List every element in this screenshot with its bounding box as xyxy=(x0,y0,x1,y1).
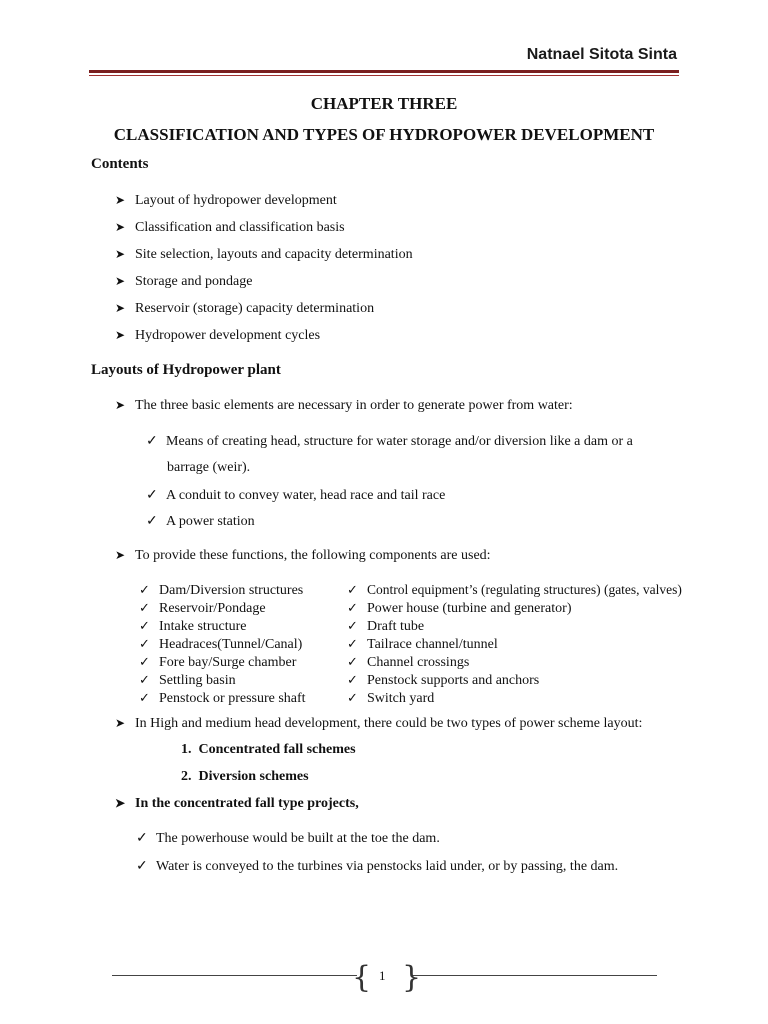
list-item xyxy=(136,830,440,847)
check-icon: ✓ xyxy=(347,654,358,669)
concentrated-point: The powerhouse would be built at the toe the dam. xyxy=(156,831,440,846)
element-text: Means of creating head, structure for water storage and/or diversion like a dam or a xyxy=(166,434,633,449)
contents-item: Storage and pondage xyxy=(135,274,253,289)
layouts-heading: Layouts of Hydropower plant xyxy=(91,362,281,378)
list-item xyxy=(139,690,306,707)
contents-item: Site selection, layouts and capacity determination xyxy=(135,247,413,262)
list-item xyxy=(115,328,320,344)
check-icon: ✓ xyxy=(139,690,150,705)
check-icon: ✓ xyxy=(146,514,158,529)
check-icon: ✓ xyxy=(347,636,358,651)
list-item xyxy=(139,600,266,617)
list-item xyxy=(347,600,571,617)
contents-heading: Contents xyxy=(91,156,149,172)
list-item xyxy=(115,548,491,564)
arrow-bullet-icon: ➤ xyxy=(115,220,126,234)
header-rule-thin xyxy=(89,75,679,76)
list-item xyxy=(115,247,413,263)
list-item xyxy=(347,654,469,671)
check-icon: ✓ xyxy=(146,434,158,449)
right-brace-icon: } xyxy=(402,960,422,995)
list-item xyxy=(146,513,255,530)
check-icon: ✓ xyxy=(139,618,150,633)
footer-rule-right xyxy=(412,975,657,976)
arrow-bullet-icon: ➤ xyxy=(115,328,126,342)
contents-item: Hydropower development cycles xyxy=(135,328,321,343)
scheme-item: 2. Diversion schemes xyxy=(181,769,309,784)
list-item xyxy=(115,193,337,209)
element-text: A conduit to convey water, head race and tail race xyxy=(166,488,446,503)
arrow-bullet-icon: ➤ xyxy=(115,796,126,810)
list-item xyxy=(146,487,445,504)
left-brace-icon: { xyxy=(352,960,372,995)
component-right: Control equipment’s (regulating structures) (gates, valves) xyxy=(367,582,682,597)
header-rule-thick xyxy=(89,70,679,73)
scheme-item: 1. Concentrated fall schemes xyxy=(181,742,356,757)
arrow-bullet-icon: ➤ xyxy=(115,301,126,315)
footer-rule-left xyxy=(112,975,357,976)
check-icon: ✓ xyxy=(347,618,358,633)
list-item xyxy=(139,636,302,653)
component-right: Penstock supports and anchors xyxy=(367,673,540,688)
contents-item: Reservoir (storage) capacity determination xyxy=(135,301,375,316)
component-left: Dam/Diversion structures xyxy=(159,583,304,598)
component-left: Settling basin xyxy=(159,673,236,688)
arrow-bullet-icon: ➤ xyxy=(115,247,126,261)
contents-item: Classification and classification basis xyxy=(135,220,345,235)
arrow-bullet-icon: ➤ xyxy=(115,193,126,207)
list-item xyxy=(115,301,374,317)
list-item xyxy=(347,582,682,598)
components-intro: To provide these functions, the following components are used: xyxy=(135,548,491,563)
check-icon: ✓ xyxy=(347,690,358,705)
check-icon: ✓ xyxy=(139,600,150,615)
arrow-bullet-icon: ➤ xyxy=(115,274,126,288)
page-number: 1 xyxy=(379,968,386,983)
component-right: Channel crossings xyxy=(367,655,470,670)
arrow-bullet-icon: ➤ xyxy=(115,398,126,412)
check-icon: ✓ xyxy=(139,654,150,669)
header-author: Natnael Sitota Sinta xyxy=(526,46,677,63)
chapter-title: CHAPTER THREE xyxy=(310,94,458,113)
list-item xyxy=(347,690,434,707)
component-left: Fore bay/Surge chamber xyxy=(159,655,297,670)
list-item xyxy=(347,672,539,689)
arrow-bullet-icon: ➤ xyxy=(115,716,126,730)
list-item xyxy=(139,582,303,599)
check-icon: ✓ xyxy=(139,672,150,687)
list-item xyxy=(136,858,618,875)
check-icon: ✓ xyxy=(139,636,150,651)
component-right: Power house (turbine and generator) xyxy=(367,601,572,616)
component-left: Headraces(Tunnel/Canal) xyxy=(159,637,303,652)
layouts-intro: The three basic elements are necessary in order to generate power from water: xyxy=(135,398,573,413)
component-left: Reservoir/Pondage xyxy=(159,601,266,616)
scheme-intro: In High and medium head development, there could be two types of power scheme layout: xyxy=(135,716,643,731)
check-icon: ✓ xyxy=(136,859,148,874)
list-item xyxy=(139,618,246,635)
chapter-subtitle: CLASSIFICATION AND TYPES OF HYDROPOWER DEVELOPMENT xyxy=(113,125,655,144)
element-text: A power station xyxy=(166,514,255,529)
list-item xyxy=(347,636,498,653)
check-icon: ✓ xyxy=(136,831,148,846)
arrow-bullet-icon: ➤ xyxy=(115,548,126,562)
list-item xyxy=(139,672,236,689)
list-item xyxy=(146,433,633,450)
list-item xyxy=(115,220,345,236)
list-item xyxy=(139,654,296,671)
check-icon: ✓ xyxy=(347,600,358,615)
check-icon: ✓ xyxy=(146,488,158,503)
component-right: Draft tube xyxy=(367,619,425,634)
concentrated-point: Water is conveyed to the turbines via penstocks laid under, or by passing, the dam. xyxy=(156,859,619,874)
component-left: Penstock or pressure shaft xyxy=(159,691,306,706)
list-item xyxy=(115,274,252,290)
component-right: Switch yard xyxy=(367,691,435,706)
check-icon: ✓ xyxy=(347,672,358,687)
list-item xyxy=(115,796,359,812)
check-icon: ✓ xyxy=(139,582,150,597)
contents-item: Layout of hydropower development xyxy=(135,193,337,208)
check-icon: ✓ xyxy=(347,582,358,597)
list-item xyxy=(115,716,642,732)
list-item xyxy=(115,398,573,414)
concentrated-heading: In the concentrated fall type projects, xyxy=(135,796,359,811)
list-item xyxy=(347,618,424,635)
component-right: Tailrace channel/tunnel xyxy=(367,637,498,652)
component-left: Intake structure xyxy=(159,619,247,634)
element-continuation: barrage (weir). xyxy=(167,460,251,475)
